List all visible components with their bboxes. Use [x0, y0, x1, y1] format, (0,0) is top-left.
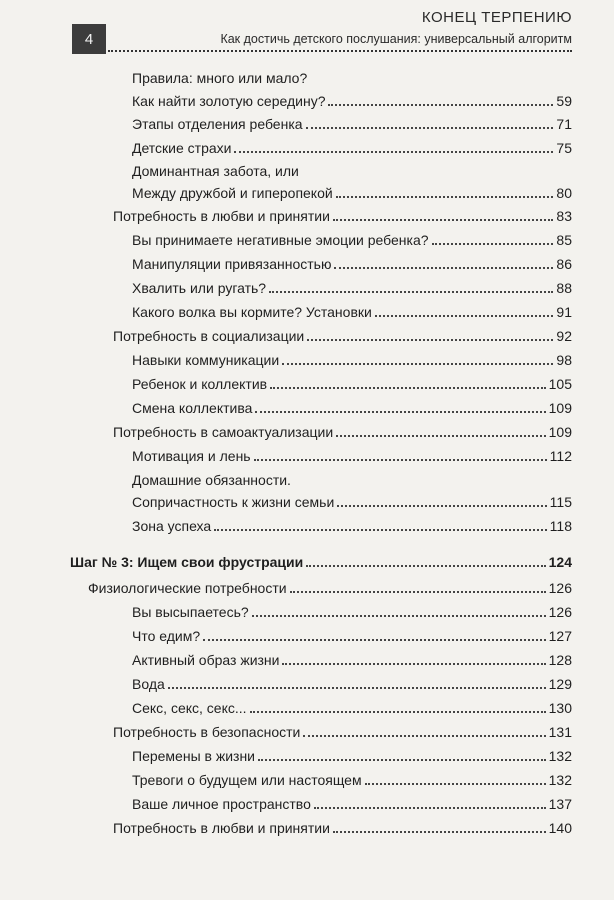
toc-leader-dots — [375, 315, 554, 317]
toc-entry[interactable] — [132, 373, 572, 395]
toc-entry-page: 126 — [548, 604, 572, 620]
toc-entry-text: Физиологические потребности — [88, 580, 287, 596]
toc-entry-text: Смена коллектива — [132, 400, 253, 416]
toc-chapter-entry[interactable] — [70, 551, 572, 573]
toc-leader-dots — [336, 435, 545, 437]
toc-leader-dots — [282, 363, 553, 365]
toc-entry-page: 71 — [556, 116, 572, 132]
toc-entry-text: Потребность в любви и принятии — [113, 208, 330, 224]
toc-entry-text: Между дружбой и гиперопекой — [132, 185, 333, 201]
toc-entry-text: Активный образ жизни — [132, 652, 280, 668]
toc-entry-text: Хвалить или ругать? — [132, 280, 267, 296]
toc-leader-dots — [314, 807, 546, 809]
toc-leader-dots — [269, 291, 553, 293]
toc-entry[interactable] — [88, 577, 572, 599]
toc-entry-text: Секс, секс, секс... — [132, 700, 247, 716]
header-dotted-rule — [108, 50, 572, 52]
toc-entry-page: 86 — [556, 256, 572, 272]
toc-entry[interactable] — [132, 182, 572, 204]
toc-entry-text: Вы принимаете негативные эмоции ребенка? — [132, 232, 429, 248]
toc-entry-text: Ваше личное пространство — [132, 796, 311, 812]
toc-entry-text: Потребность в самоактуализации — [113, 424, 334, 440]
book-subtitle: Как достичь детского послушания: универсальный алгоритм — [220, 32, 572, 46]
toc-leader-dots — [306, 565, 545, 567]
toc-entry-text: Тревоги о будущем или настоящем — [132, 772, 362, 788]
toc-entry[interactable] — [132, 229, 572, 251]
toc-entry-page: 109 — [548, 424, 572, 440]
toc-entry-page: 75 — [556, 140, 572, 156]
toc-entry-page: 92 — [556, 328, 572, 344]
toc-entry[interactable] — [132, 601, 572, 623]
toc-entry-text: Навыки коммуникации — [132, 352, 280, 368]
toc-entry-page: 88 — [556, 280, 572, 296]
toc-entry-page: 59 — [556, 93, 572, 109]
toc-entry-text: Вы высыпаетесь? — [132, 604, 249, 620]
toc-entry-text: Ребенок и коллектив — [132, 376, 268, 392]
toc-entry-page: 132 — [548, 748, 572, 764]
toc-entry[interactable] — [132, 90, 572, 112]
toc-entry-text: Зона успеха — [132, 518, 212, 534]
toc-leader-dots — [282, 663, 545, 665]
toc-leader-dots — [303, 735, 545, 737]
toc-entry[interactable] — [132, 769, 572, 791]
toc-leader-dots — [270, 387, 546, 389]
toc-entry[interactable] — [132, 349, 572, 371]
toc-entry-text: Мотивация и лень — [132, 448, 251, 464]
toc-entry[interactable] — [132, 113, 572, 135]
toc-entry-page: 85 — [556, 232, 572, 248]
toc-entry-page: 124 — [548, 554, 572, 570]
toc-leader-dots — [254, 459, 547, 461]
toc-leader-dots — [168, 687, 546, 689]
toc-leader-dots — [214, 529, 546, 531]
toc-entry-text: Потребность в любви и принятии — [113, 820, 330, 836]
toc-entry-page: 98 — [556, 352, 572, 368]
toc-entry-page: 132 — [548, 772, 572, 788]
toc-entry[interactable] — [132, 397, 572, 419]
toc-leader-dots — [306, 127, 554, 129]
toc-entry[interactable] — [113, 421, 572, 443]
toc-leader-dots — [334, 267, 553, 269]
toc-entry-page: 126 — [548, 580, 572, 596]
book-title: КОНЕЦ ТЕРПЕНИЮ — [421, 9, 572, 26]
toc-entry[interactable] — [113, 817, 572, 839]
toc-entry[interactable] — [113, 325, 572, 347]
toc-entry-text: Вода — [132, 676, 165, 692]
toc-entry-page: 131 — [548, 724, 572, 740]
toc-entry-page: 83 — [556, 208, 572, 224]
toc-entry[interactable] — [132, 445, 572, 467]
toc-leader-dots — [337, 505, 546, 507]
toc-entry-text: Потребность в безопасности — [113, 724, 301, 740]
toc-leader-dots — [250, 711, 546, 713]
toc-leader-dots — [258, 759, 546, 761]
toc-entry[interactable] — [132, 673, 572, 695]
toc-leader-dots — [252, 615, 546, 617]
toc-entry-text: Доминантная забота, или — [132, 163, 299, 179]
toc-entry[interactable] — [132, 301, 572, 323]
toc-leader-dots — [290, 591, 546, 593]
toc-entry-page: 127 — [548, 628, 572, 644]
toc-entry-page: 109 — [548, 400, 572, 416]
toc-entry-text: Домашние обязанности. — [132, 472, 291, 488]
toc-entry[interactable] — [132, 625, 572, 647]
toc-entry[interactable] — [132, 137, 572, 159]
toc-entry-page: 112 — [549, 448, 572, 464]
toc-entry-text: Детские страхи — [132, 140, 232, 156]
toc-entry-text: Этапы отделения ребенка — [132, 116, 303, 132]
toc-entry-page: 118 — [549, 518, 572, 534]
toc-entry[interactable] — [132, 697, 572, 719]
toc-leader-dots — [328, 104, 553, 106]
toc-entry-page: 105 — [548, 376, 572, 392]
toc-entry[interactable] — [132, 515, 572, 537]
toc-entry-page: 140 — [548, 820, 572, 836]
toc-entry-page: 130 — [548, 700, 572, 716]
toc-entry[interactable] — [113, 205, 572, 227]
toc-entry-page: 91 — [556, 304, 572, 320]
toc-entry[interactable] — [132, 649, 572, 671]
toc-leader-dots — [255, 411, 545, 413]
toc-entry-text: Как найти золотую середину? — [132, 93, 326, 109]
toc-entry-text: Правила: много или мало? — [132, 70, 308, 86]
toc-entry-text: Потребность в социализации — [113, 328, 305, 344]
toc-entry[interactable] — [132, 277, 572, 299]
toc-leader-dots — [203, 639, 546, 641]
toc-entry[interactable] — [132, 745, 572, 767]
toc-entry[interactable] — [113, 721, 572, 743]
toc-leader-dots — [365, 783, 546, 785]
toc-leader-dots — [234, 151, 553, 153]
toc-entry-page: 128 — [548, 652, 572, 668]
toc-entry-page: 137 — [548, 796, 572, 812]
toc-entry[interactable] — [132, 491, 572, 513]
toc-entry-text: Какого волка вы кормите? Установки — [132, 304, 372, 320]
toc-leader-dots — [333, 831, 546, 833]
page-number: 4 — [72, 24, 106, 54]
toc-leader-dots — [333, 219, 553, 221]
toc-entry-page: 115 — [549, 494, 572, 510]
toc-entry-page: 129 — [548, 676, 572, 692]
toc-leader-dots — [307, 339, 553, 341]
toc-entry[interactable] — [132, 253, 572, 275]
toc-entry-text: Манипуляции привязанностью — [132, 256, 332, 272]
toc-entry-text: Перемены в жизни — [132, 748, 255, 764]
toc-leader-dots — [336, 196, 554, 198]
toc-entry[interactable] — [132, 793, 572, 815]
toc-entry-text: Что едим? — [132, 628, 201, 644]
toc-entry-text: Сопричастность к жизни семьи — [132, 494, 335, 510]
toc-chapter-text: Шаг № 3: Ищем свои фрустрации — [70, 554, 304, 570]
toc-leader-dots — [432, 243, 554, 245]
toc-entry-page: 80 — [556, 185, 572, 201]
